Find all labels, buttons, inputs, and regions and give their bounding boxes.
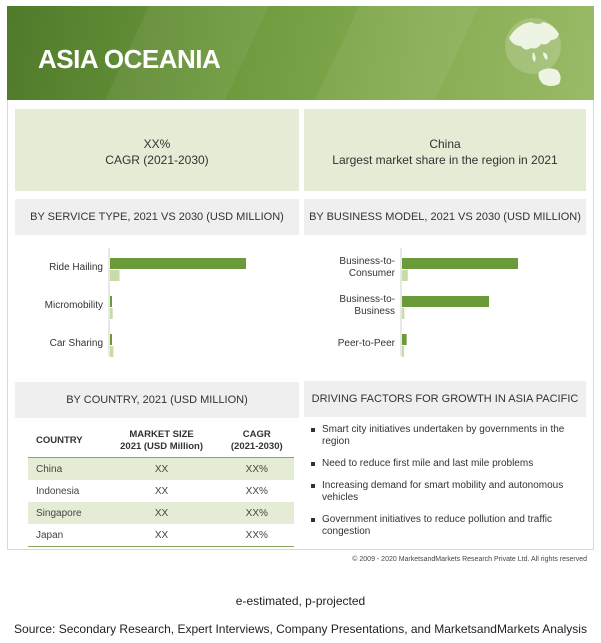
table-header-row	[28, 425, 294, 458]
cagr-column-header: CAGR (2021-2030)	[220, 425, 294, 458]
banner-title: ASIA OCEANIA	[38, 44, 221, 74]
market-size-cell: XX	[104, 502, 220, 524]
table-row	[28, 502, 294, 524]
cagr-cell: XX%	[245, 529, 268, 541]
category-label: Business-to-	[339, 294, 395, 305]
bar	[402, 346, 404, 357]
service-type-heading: BY SERVICE TYPE, 2021 VS 2030 (USD MILLION)	[15, 199, 299, 235]
driving-factors-list	[311, 424, 581, 548]
country-column-header: COUNTRY	[28, 425, 104, 458]
cagr-label: CAGR (2021-2030)	[105, 153, 209, 167]
country-table	[28, 425, 294, 546]
market-size-cell: XX	[154, 529, 169, 541]
bar	[110, 346, 113, 357]
country-cell: Singapore	[28, 502, 104, 524]
bar	[110, 334, 112, 345]
banner-stripe	[315, 6, 479, 100]
country-cell: China	[28, 458, 104, 481]
bar	[110, 270, 120, 281]
largest-market-card	[304, 109, 586, 191]
table-row	[28, 480, 294, 502]
cagr-cell: XX%	[245, 485, 268, 497]
source-note: Source: Secondary Research, Expert Interviews, Company Presentations, and MarketsandMarkets Analysis	[14, 622, 587, 636]
category-label: Ride Hailing	[49, 262, 103, 273]
country-heading: BY COUNTRY, 2021 (USD MILLION)	[15, 382, 299, 418]
business-model-heading: BY BUSINESS MODEL, 2021 VS 2030 (USD MILLION)	[304, 199, 586, 235]
country-cell: Indonesia	[36, 485, 80, 497]
category-label: Peer-to-Peer	[337, 338, 395, 349]
country-cell: Japan	[36, 529, 64, 541]
business-model-bar-chart	[304, 244, 586, 360]
cagr-cell: XX%	[220, 502, 294, 524]
bar	[110, 258, 246, 269]
driving-factor-item: Smart city initiatives undertaken by governments in the region	[311, 424, 581, 448]
category-label: Car Sharing	[49, 338, 103, 349]
bar	[402, 258, 518, 269]
category-label: Business-to-	[339, 256, 395, 267]
business-model-chart	[304, 244, 586, 365]
drivers-heading: DRIVING FACTORS FOR GROWTH IN ASIA PACIFIC	[304, 381, 586, 417]
category-label: Micromobility	[44, 300, 103, 311]
copyright-notice: © 2009 - 2020 MarketsandMarkets Research Private Ltd. All rights reserved	[352, 556, 587, 563]
driving-factor-item: Government initiatives to reduce pollution and traffic congestion	[311, 514, 581, 538]
region-banner	[7, 6, 594, 100]
cagr-stat-card	[15, 109, 299, 191]
service-type-chart	[15, 244, 299, 365]
cagr-cell: XX%	[220, 458, 294, 481]
bar	[402, 296, 489, 307]
bar	[402, 270, 408, 281]
market-size-cell: XX	[104, 458, 220, 481]
driving-factor-item: Need to reduce first mile and last mile problems	[311, 458, 581, 470]
bar	[110, 296, 112, 307]
globe-map-icon	[503, 16, 567, 92]
driving-factor-item: Increasing demand for smart mobility and autonomous vehicles	[311, 480, 581, 504]
largest-market-label: Largest market share in the region in 2021	[332, 153, 558, 167]
table-bottom-rule	[28, 546, 294, 547]
service-type-bar-chart	[15, 244, 299, 360]
largest-market-country: China	[429, 137, 461, 151]
cagr-value: XX%	[143, 137, 171, 151]
table-row	[28, 458, 294, 481]
estimate-note: e-estimated, p-projected	[235, 594, 366, 608]
bar	[402, 334, 407, 345]
market-size-column-header: MARKET SIZE 2021 (USD Million)	[104, 425, 220, 458]
bar	[110, 308, 113, 319]
category-label: Consumer	[348, 268, 395, 279]
table-row	[28, 524, 294, 546]
bar	[402, 308, 404, 319]
market-size-cell: XX	[154, 485, 169, 497]
category-label: Business	[354, 306, 395, 317]
